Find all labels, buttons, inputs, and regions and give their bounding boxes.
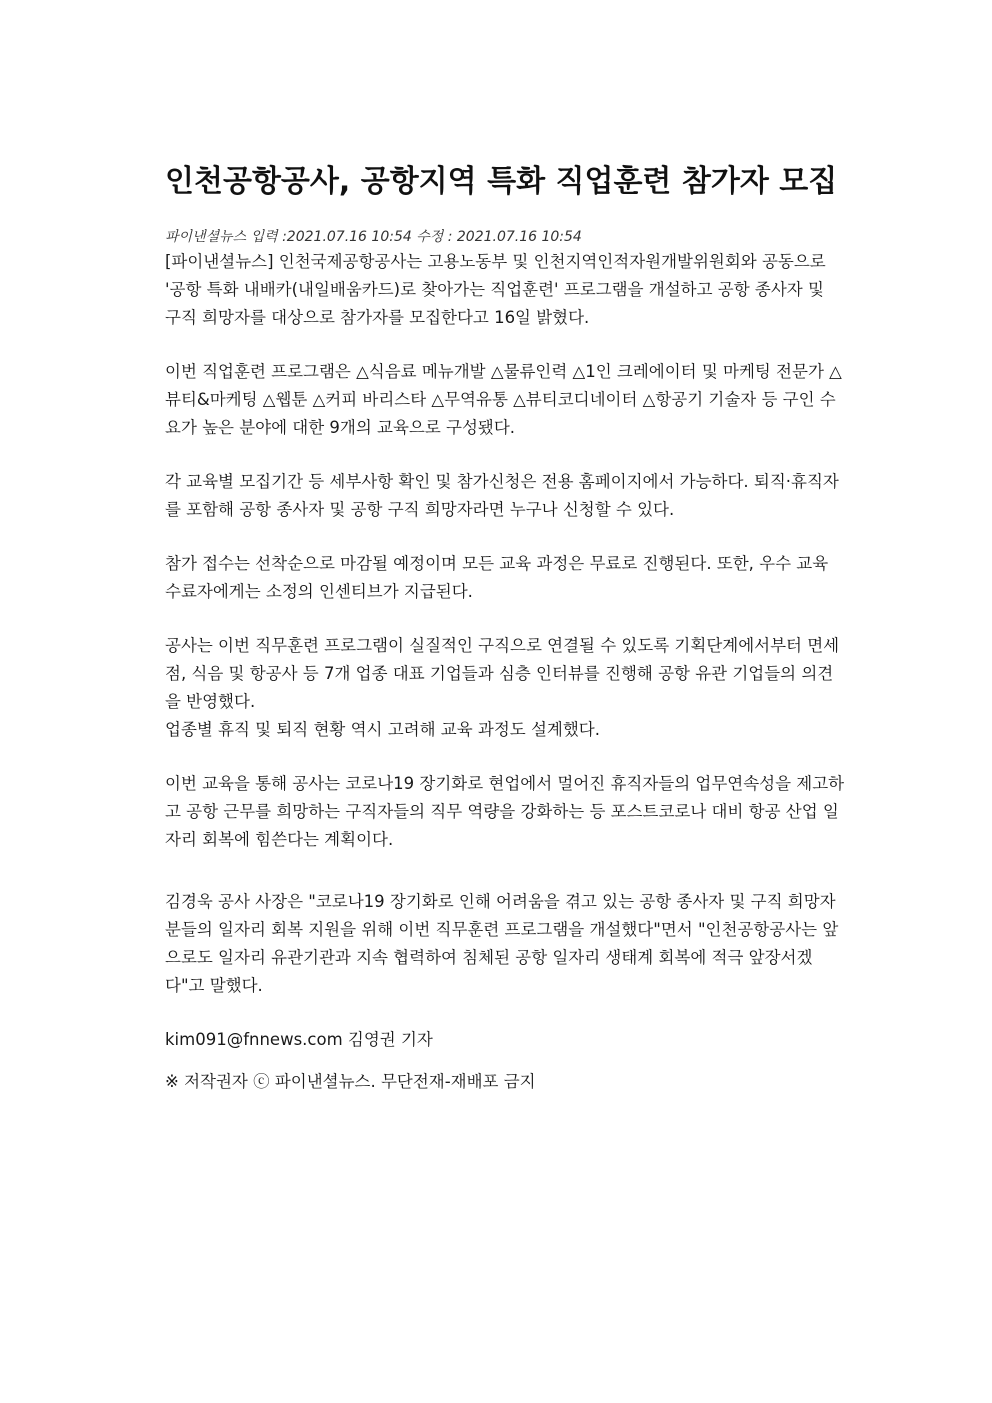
paragraph-application: 각 교육별 모집기간 등 세부사항 확인 및 참가신청은 전용 홈페이지에서 가능하다. 퇴직·휴직자를 포함해 공항 종사자 및 공항 구직 희망자라면 누구나 신청할 수 있다. bbox=[165, 472, 839, 519]
paragraph-goal: 이번 교육을 통해 공사는 코로나19 장기화로 현업에서 멀어진 휴직자들의 업무연속성을 제고하고 공항 근무를 희망하는 구직자들의 직무 역량을 강화하는 등 포스트코로나 대비 항공 산업 일자리 회복에 힘쓴다는 계획이다. bbox=[165, 774, 845, 849]
reporter-byline: kim091@fnnews.com 김영권 기자 bbox=[165, 1030, 433, 1049]
paragraph-quote: 김경욱 공사 사장은 "코로나19 장기화로 인해 어려움을 겪고 있는 공항 종사자 및 구직 희망자 분들의 일자리 회복 지원을 위해 이번 직무훈련 프로그램을 개설했다"면서 "인천공항공사는 앞으로도 일자리 유관기관과 지속 협력하여 침체된 공항 일자리 생태계 회복에 적극 앞장서겠다"고 말했다. bbox=[165, 892, 839, 995]
paragraph-registration: 참가 접수는 선착순으로 마감될 예정이며 모든 교육 과정은 무료로 진행된다. 또한, 우수 교육 수료자에게는 소정의 인센티브가 지급된다. bbox=[165, 554, 829, 601]
paragraph-planning: 공사는 이번 직무훈련 프로그램이 실질적인 구직으로 연결될 수 있도록 기획단계에서부터 면세점, 식음 및 항공사 등 7개 업종 대표 기업들과 심층 인터뷰를 진행해 공항 유관 기업들의 의견을 반영했다. bbox=[165, 636, 840, 711]
copyright-notice: ※ 저작권자 ⓒ 파이낸셜뉴스. 무단전재-재배포 금지 bbox=[165, 1072, 536, 1091]
paragraph-programs: 이번 직업훈련 프로그램은 △식음료 메뉴개발 △물류인력 △1인 크레에이터 및 마케팅 전문가 △뷰티&마케팅 △웹툰 △커피 바리스타 △무역유통 △뷰티코디네이터 △항공기 기술자 등 구인 수요가 높은 분야에 대한 9개의 교육으로 구성됐다. bbox=[165, 362, 842, 437]
article bbox=[165, 160, 845, 1096]
article-meta: 파이낸셜뉴스 입력 :2021.07.16 10:54 수정 : 2021.07.16 10:54 bbox=[165, 229, 582, 245]
article-headline: 인천공항공사, 공항지역 특화 직업훈련 참가자 모집 bbox=[165, 164, 838, 199]
article-body bbox=[165, 248, 845, 1000]
paragraph-intro: [파이낸셜뉴스] 인천국제공항공사는 고용노동부 및 인천지역인적자원개발위원회와 공동으로 '공항 특화 내배카(내일배움카드)로 찾아가는 직업훈련' 프로그램을 개설하고 공항 종사자 및 구직 희망자를 대상으로 참가자를 모집한다고 16일 밝혔다. bbox=[165, 252, 826, 327]
paragraph-design: 업종별 휴직 및 퇴직 현황 역시 고려해 교육 과정도 설계했다. bbox=[165, 720, 600, 739]
